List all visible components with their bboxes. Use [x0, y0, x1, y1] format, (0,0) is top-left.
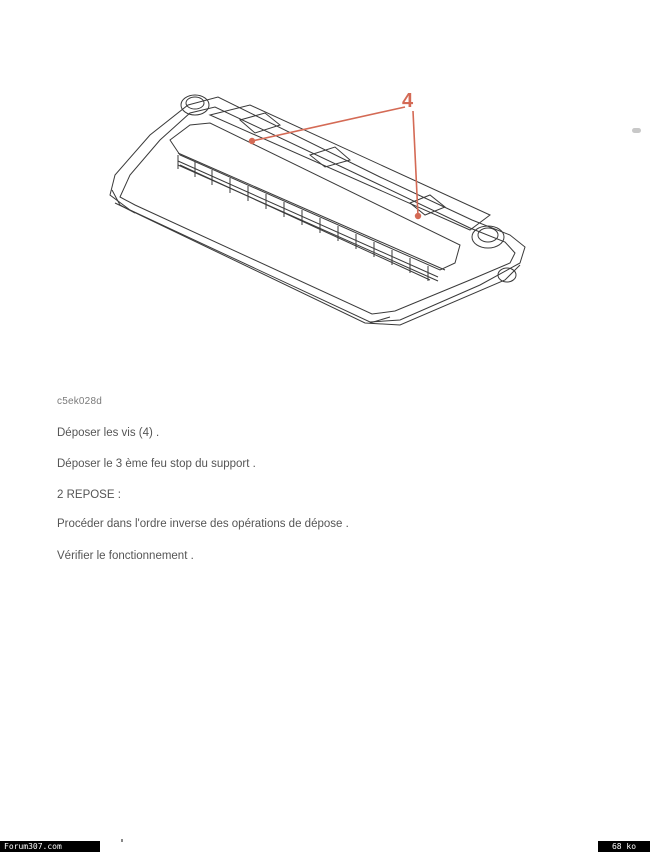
file-size-badge: 68 ko: [598, 841, 650, 852]
figure-reference-code: c5ek028d: [57, 396, 102, 407]
part-illustration: [100, 85, 540, 330]
instruction-line-4: Vérifier le fonctionnement .: [57, 550, 194, 562]
support-drawing: [100, 85, 540, 330]
instruction-line-2: Déposer le 3 ème feu stop du support .: [57, 458, 256, 470]
scan-artifact: [632, 128, 641, 133]
instruction-line-3: Procéder dans l'ordre inverse des opérations de dépose .: [57, 518, 349, 530]
callout-number: 4: [402, 90, 414, 112]
site-watermark: Forum307.com: [0, 841, 100, 852]
scan-dot: [121, 839, 123, 842]
instruction-line-1: Déposer les vis (4) .: [57, 427, 160, 439]
section-heading-repose: 2 REPOSE :: [57, 489, 121, 501]
